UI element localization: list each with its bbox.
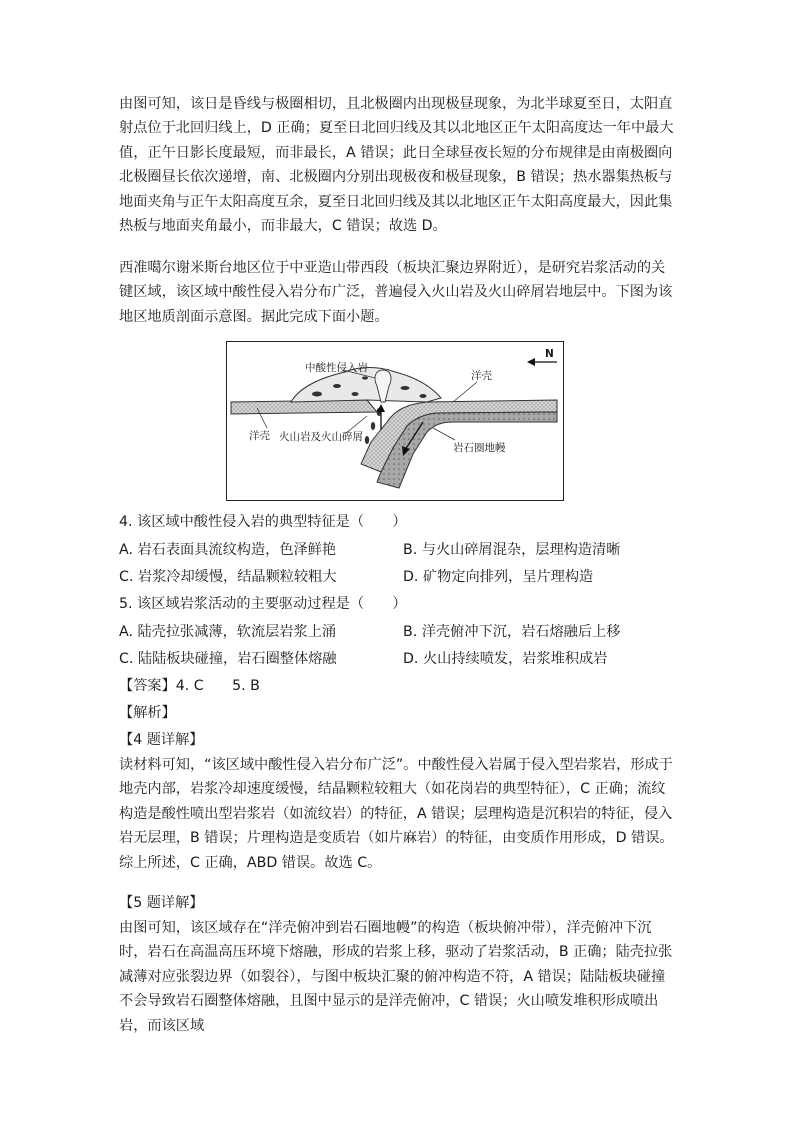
question-5-option-b: B. 洋壳俯冲下沉，岩石熔融后上移 (403, 624, 621, 640)
context-paragraph: 西准噶尔谢米斯台地区位于中亚造山带西段（板块汇聚边界附近），是研究岩浆活动的关键区域，该区域中酸性侵入岩分布广泛，普遍侵入火山岩及火山碎屑岩地层中。下图为该地区地质剖面示意图。据此完成下面小题。 (119, 260, 673, 325)
magma-blob (371, 422, 375, 430)
question-5-heading: 【5 题详解】 (119, 895, 204, 911)
leader-line-mantle (433, 428, 455, 440)
question-4-option-a: A. 岩石表面具流纹构造，色泽鲜艳 (119, 542, 337, 558)
answer-line: 【答案】4. C 5. B (119, 678, 260, 694)
intro-paragraph: 由图可知，该日是昏线与极圈相切，且北极圈内出现极昼现象，为北半球夏至日，太阳直射点位于北回归线上，D 正确；夏至日北回归线及其以北地区正午太阳高度达一年中最大值，正午日影长度最短，而非最长，A 错误；此日全球昼夜长短的分布规律是由南极圈向北极圈昼长依次递增，南、北极圈内分别出现极夜和极昼现象，B 错误；热水器集热板与地面夹角与正午太阳高度互余，夏至日北回归线及其以北地区正午太阳高度最大，因此集热板与地面夹角最小，而非最大，C 错误；故选 D。 (119, 96, 674, 235)
label-intrusive-rock: 中酸性侵入岩 (305, 362, 368, 374)
cross-section-drawing (227, 342, 563, 500)
question-5-option-d: D. 火山持续喷发，岩浆堆积成岩 (403, 651, 608, 667)
volcanic-fragment (333, 384, 341, 388)
label-oceanic-crust-right: 洋壳 (471, 370, 492, 382)
volcanic-fragment (362, 376, 368, 379)
question-4-option-d: D. 矿物定向排列，呈片理构造 (403, 569, 594, 585)
question-4-option-b: B. 与火山碎屑混杂，层理构造清晰 (403, 542, 621, 558)
analysis-heading: 【解析】 (119, 705, 176, 721)
label-oceanic-crust-left: 洋壳 (249, 430, 270, 442)
question-4-option-c: C. 岩浆冷却缓慢，结晶颗粒较粗大 (119, 569, 337, 585)
question-4-explanation: 读材料可知，“该区域中酸性侵入岩分布广泛”。中酸性侵入岩属于侵入型岩浆岩，形成于地壳内部，岩浆冷却速度缓慢，结晶颗粒较粗大（如花岗岩的典型特征），C 正确；流纹构造是酸性喷出型岩浆岩（如流纹岩）的特征，A 错误；层理构造是沉积岩的特征，侵入岩无层理，B 错误；片理构造是变质岩（如片麻岩）的特征，由变质作用形成，D 错误。综上所述，C 正确，ABD 错误。故选 C。 (119, 757, 674, 871)
label-volcanic-rocks: 火山岩及火山碎屑 (279, 431, 363, 443)
volcanic-fragment (312, 392, 322, 397)
question-4-stem: 4. 该区域中酸性侵入岩的典型特征是（ ） (119, 514, 407, 530)
geologic-cross-section-figure (226, 341, 564, 501)
magma-rise-arrowhead (377, 404, 385, 412)
question-5-stem: 5. 该区域岩浆活动的主要驱动过程是（ ） (119, 596, 407, 612)
magma-blob (365, 436, 369, 444)
volcanic-fragment (420, 394, 427, 398)
question-4-heading: 【4 题详解】 (119, 732, 204, 748)
question-5-option-c: C. 陆陆板块碰撞，岩石圈整体熔融 (119, 651, 337, 667)
question-5-option-a: A. 陆壳拉张减薄，软流层岩浆上涌 (119, 624, 337, 640)
label-north: N (545, 348, 554, 360)
volcanic-fragment (401, 386, 410, 390)
volcanic-fragment (352, 392, 359, 396)
question-5-explanation: 由图可知，该区域存在“洋壳俯冲到岩石圈地幔”的构造（板块俯冲带），洋壳俯冲下沉时，岩石在高温高压环境下熔融，形成的岩浆上移，驱动了岩浆活动，B 正确；陆壳拉张减薄对应张裂边界（如裂谷），与图中板块汇聚的俯冲构造不符，A 错误；陆陆板块碰撞不会导致岩石圈整体熔融，且图中显示的是洋壳俯冲，C 错误；火山喷发堆积形成喷出岩，而该区域 (119, 920, 673, 1034)
north-arrow-icon (527, 358, 535, 366)
label-lithospheric-mantle: 岩石圈地幔 (453, 442, 506, 454)
leader-line-ocean-crust (453, 382, 477, 402)
